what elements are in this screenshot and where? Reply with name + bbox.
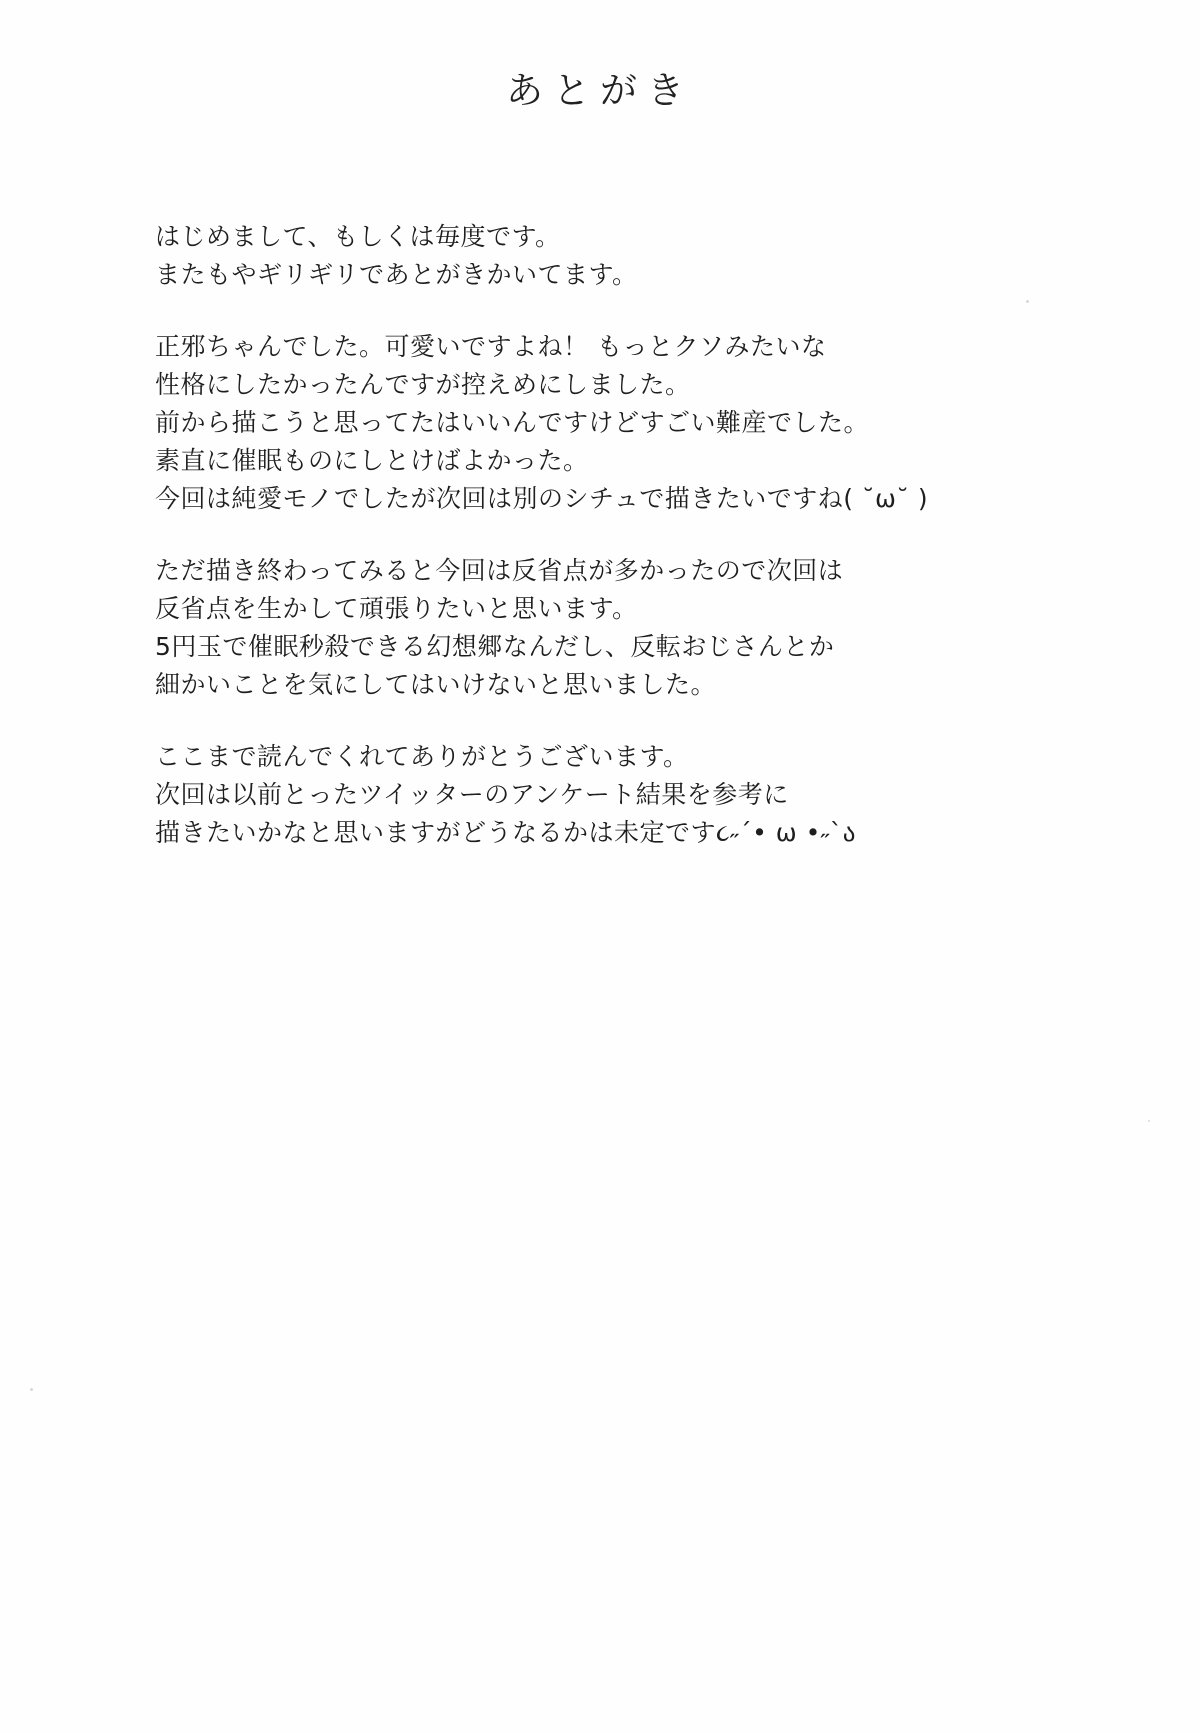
text-line: 今回は純愛モノでしたが次回は別のシチュで描きたいですね( ˘ω˘ ) bbox=[155, 484, 929, 513]
text-line: 反省点を生かして頑張りたいと思います。 bbox=[155, 594, 638, 623]
paragraph-about-character bbox=[155, 328, 1105, 518]
text-line: はじめまして、もしくは毎度です。 bbox=[155, 222, 561, 251]
text-line: 5円玉で催眠秒殺できる幻想郷なんだし、反転おじさんとか bbox=[155, 632, 835, 661]
paper-speck bbox=[1026, 300, 1029, 303]
text-line: 細かいことを気にしてはいけないと思いました。 bbox=[155, 670, 717, 699]
afterword-body bbox=[155, 218, 1105, 852]
paragraph-reflection bbox=[155, 552, 1105, 704]
paragraph-greeting bbox=[155, 218, 1105, 294]
text-line: またもやギリギリであとがきかいてます。 bbox=[155, 260, 638, 289]
page-title: あとがき bbox=[506, 69, 694, 112]
text-line: 性格にしたかったんですが控えめにしました。 bbox=[155, 370, 691, 399]
paper-speck bbox=[30, 1388, 33, 1391]
text-line: ここまで読んでくれてありがとうございます。 bbox=[155, 742, 689, 771]
text-line: 正邪ちゃんでした。可愛いですよね！ もっとクソみたいな bbox=[155, 332, 827, 361]
text-line: 次回は以前とったツイッターのアンケート結果を参考に bbox=[155, 780, 789, 809]
text-line: ただ描き終わってみると今回は反省点が多かったので次回は bbox=[155, 556, 844, 585]
text-line: 前から描こうと思ってたはいいんですけどすごい難産でした。 bbox=[155, 408, 870, 437]
paper-speck bbox=[1148, 1120, 1150, 1122]
text-line: 素直に催眠ものにしとけばよかった。 bbox=[155, 446, 589, 475]
text-line: 描きたいかなと思いますがどうなるかは未定です૮˶´• ω •˶`ა bbox=[155, 818, 856, 847]
paragraph-closing bbox=[155, 738, 1105, 852]
